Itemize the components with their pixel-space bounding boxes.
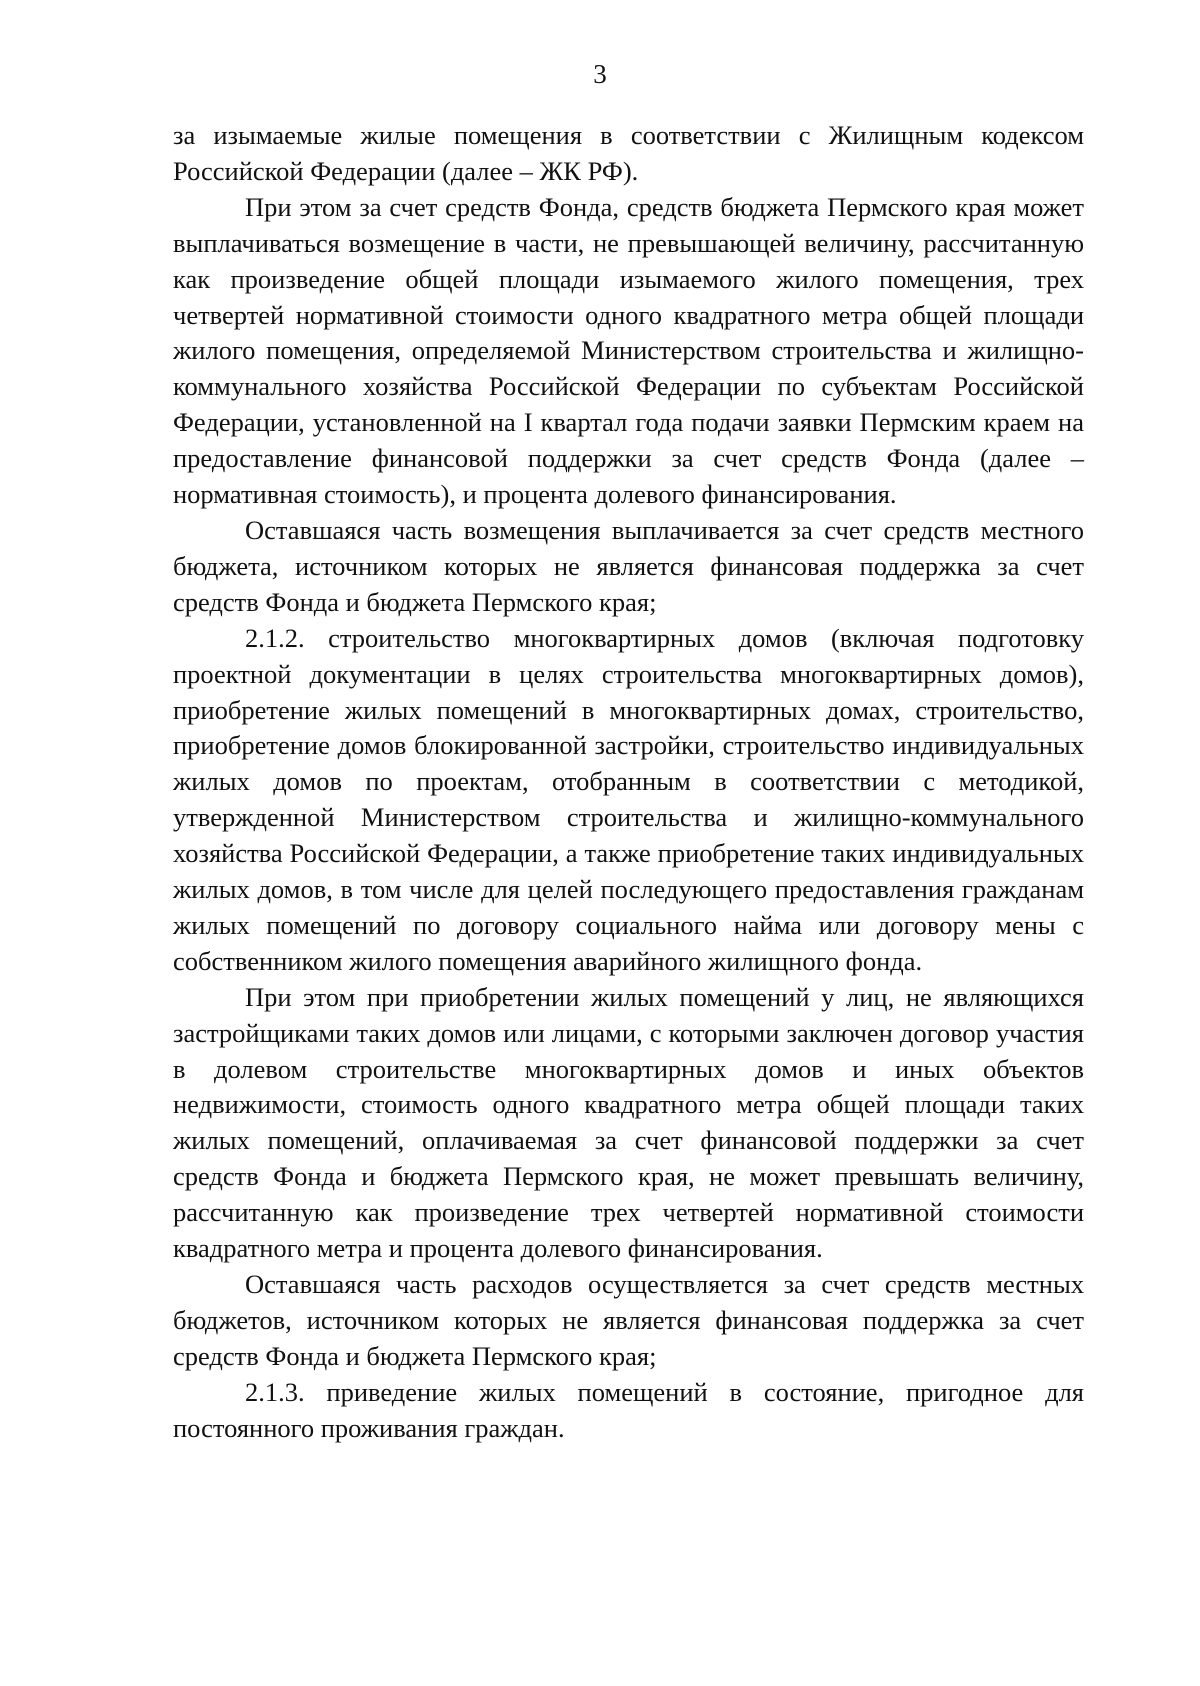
paragraph-4: 2.1.2. строительство многоквартирных домов (включая подготовку проектной документации в целях строительства многоквартирных домов), приобретение жилых помещений в многоквартирных домах, строительство, приобретение домов блокированной застройки, строительство индивидуальных жилых домов по проектам, отобранным в соответствии с методикой, утвержденной Министерством строительства и жилищно-коммунального хозяйства Российской Федерации, а также приобретение таких индивидуальных жилых домов, в том числе для целей последующего предоставления гражданам жилых помещений по договору социального найма или договору мены с собственником жилого помещения аварийного жилищного фонда.	[173, 622, 1084, 976]
paragraph-7: 2.1.3. приведение жилых помещений в состояние, пригодное для постоянного проживания граждан.	[173, 1376, 1084, 1443]
paragraph-5: При этом при приобретении жилых помещений у лиц, не являющихся застройщиками таких домов или лицами, с которыми заключен договор участия в долевом строительстве многоквартирных домов и иных объектов недвижимости, стоимость одного квадратного метра общей площади таких жилых помещений, оплачиваемая за счет финансовой поддержки за счет средств Фонда и бюджета Пермского края, не может превышать величину, рассчитанную как произведение трех четвертей нормативной стоимости квадратного метра и процента долевого финансирования.	[173, 981, 1084, 1264]
page-number: 3	[593, 59, 607, 89]
paragraph-2: При этом за счет средств Фонда, средств бюджета Пермского края может выплачиваться возмещение в части, не превышающей величину, рассчитанную как произведение общей площади изымаемого жилого помещения, трех четвертей нормативной стоимости одного квадратного метра общей площади жилого помещения, определяемой Министерством строительства и жилищно-коммунального хозяйства Российской Федерации по субъектам Российской Федерации, установленной на I квартал года подачи заявки Пермским краем на предоставление финансовой поддержки за счет средств Фонда (далее – нормативная стоимость), и процента долевого финансирования.	[173, 191, 1084, 510]
paragraph-6: Оставшаяся часть расходов осуществляется за счет средств местных бюджетов, источником которых не является финансовая поддержка за счет средств Фонда и бюджета Пермского края;	[173, 1269, 1084, 1371]
paragraph-1: за изымаемые жилые помещения в соответствии с Жилищным кодексом Российской Федерации (далее – ЖК РФ).	[173, 120, 1084, 186]
paragraph-3: Оставшаяся часть возмещения выплачивается за счет средств местного бюджета, источником которых не является финансовая поддержка за счет средств Фонда и бюджета Пермского края;	[173, 514, 1084, 617]
document-body	[173, 118, 1084, 1447]
